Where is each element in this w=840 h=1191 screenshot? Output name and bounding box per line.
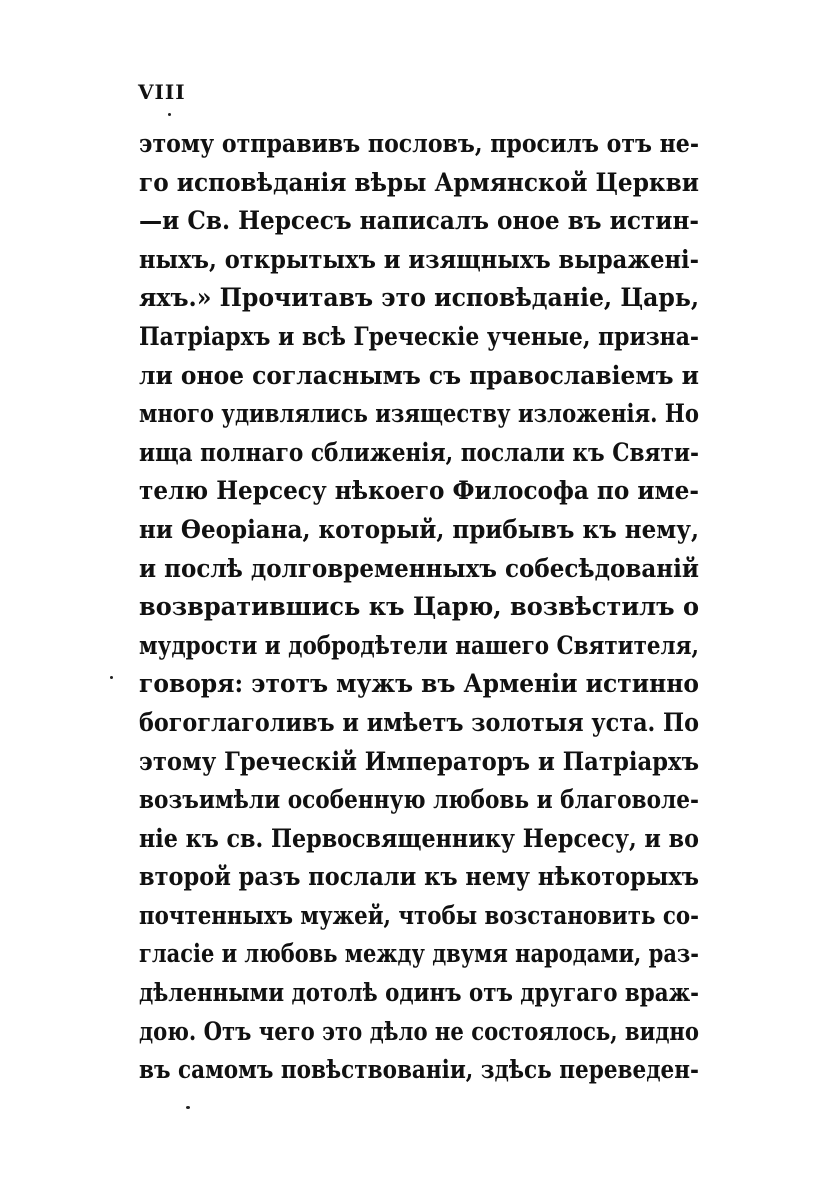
page-number: VIII <box>138 80 186 104</box>
text-line: гласіе и любовь между двумя народами, раз- <box>139 939 699 970</box>
text-line: ныхъ, открытыхъ и изящныхъ выраженi- <box>139 244 699 275</box>
text-line: возъимѣли особенную любовь и благоволе- <box>139 785 699 816</box>
text-line: ніе къ св. Первосвященнику Нерсесу, и во <box>139 823 699 854</box>
text-line: и послѣ долговременныхъ собесѣдованій <box>139 553 700 584</box>
ink-speck <box>168 113 171 116</box>
text-line: говоря: этотъ мужъ въ Арменіи истинно <box>139 669 699 700</box>
text-line: много удивлялись изяществу изложенія. Но <box>139 399 699 430</box>
text-line: ли оное согласнымъ съ православіемъ и <box>139 360 700 391</box>
text-line: почтенныхъ мужей, чтобы возстановить со- <box>139 900 699 931</box>
text-line: мудрости и добродѣтели нашего Святителя, <box>139 630 700 661</box>
text-line: въ самомъ повѣствованіи, здѣсь переведен- <box>139 1055 699 1086</box>
ink-speck <box>110 676 113 679</box>
body-text <box>139 125 699 1090</box>
text-line: ни Ѳеоріана, который, прибывъ къ нему, <box>139 514 699 545</box>
text-line: этому отправивъ пословъ, просилъ отъ не- <box>139 129 700 159</box>
text-line: богоглаголивъ и имѣетъ золотыя уста. По <box>139 707 700 738</box>
text-line: го исповѣданія вѣры Армянской Церкви <box>139 167 699 198</box>
text-line: телю Нерсесу нѣкоего Философа по име- <box>139 476 699 507</box>
text-line: второй разъ послали къ нему нѣкоторыхъ <box>139 862 699 893</box>
text-line: ища полнаго сближенія, послали къ Святи- <box>139 437 700 468</box>
text-line: дою. Отъ чего это дѣло не состоялось, видно <box>139 1016 700 1047</box>
text-line: возвратившись къ Царю, возвѣстилъ о <box>139 592 700 623</box>
text-line: Патріархъ и всѣ Греческіе ученые, призна- <box>139 321 699 352</box>
text-line: яхъ.» Прочитавъ это исповѣданіе, Царь, <box>139 283 700 314</box>
text-line: дѣленными дотолѣ одинъ отъ другаго враж- <box>139 978 700 1009</box>
ink-speck <box>186 1106 190 1109</box>
text-line: —и Св. Нерсесъ написалъ оное въ истин- <box>139 206 700 237</box>
text-line: этому Греческій Императоръ и Патріархъ <box>139 746 699 777</box>
